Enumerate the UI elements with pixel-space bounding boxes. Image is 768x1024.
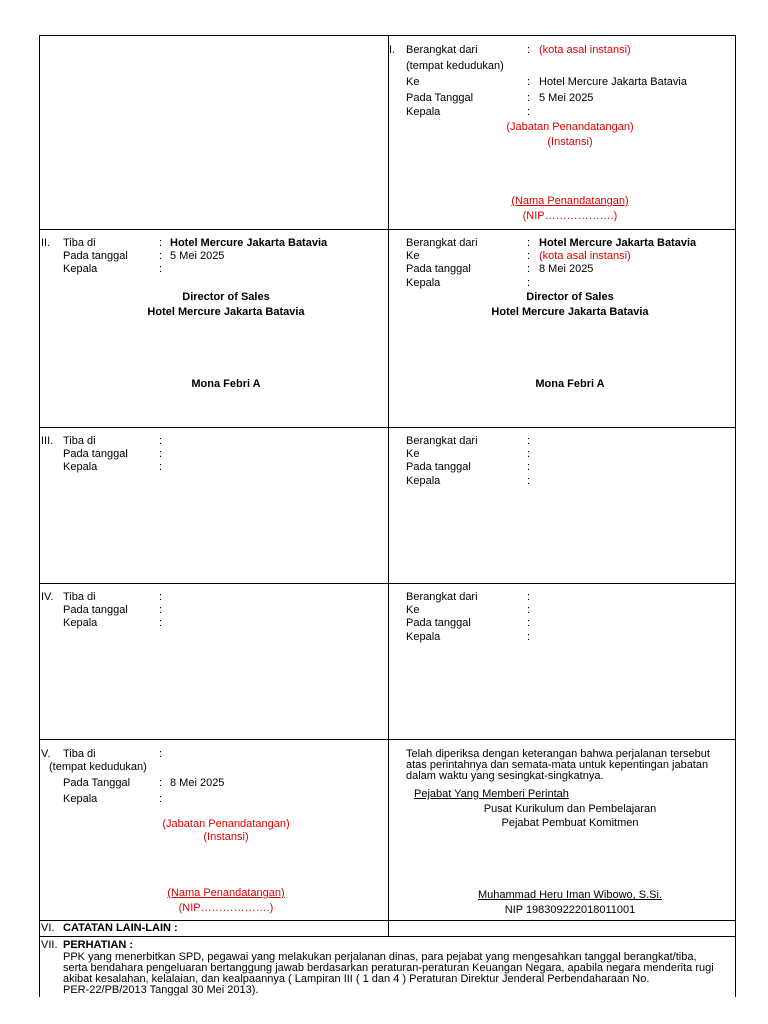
signer-name: Mona Febri A: [535, 378, 605, 390]
section-I-row: [40, 36, 735, 230]
tanggal-label: Pada Tanggal: [406, 92, 474, 104]
tiba-label: Tiba di: [63, 237, 96, 249]
section-I-left-cell: [40, 36, 389, 229]
berangkat-label: Berangkat dari: [406, 44, 478, 56]
spd-table: [39, 35, 736, 997]
colon: :: [159, 777, 163, 789]
tiba-label: Tiba di: [63, 435, 96, 447]
tempat-kedudukan-label: (tempat kedudukan): [49, 761, 147, 773]
colon: :: [159, 237, 163, 249]
spd-back-page: [39, 35, 736, 996]
section-I-number: I.: [389, 44, 396, 56]
pejabat-title: Pejabat Yang Memberi Perintah: [414, 788, 569, 800]
berangkat-value: (kota asal instansi): [539, 44, 631, 56]
jabatan-placeholder: (Jabatan Penandatangan): [506, 121, 634, 133]
perhatian-line-4: PER-22/PB/2013 Tanggal 30 Mei 2013).: [63, 984, 259, 996]
tanggal-value: 8 Mei 2025: [539, 263, 594, 275]
colon: :: [527, 106, 531, 118]
tanggal-value: 8 Mei 2025: [170, 777, 225, 789]
instansi-placeholder: (Instansi): [547, 136, 593, 148]
section-VII-row: [40, 937, 735, 997]
signer-name: Mona Febri A: [191, 378, 261, 390]
tanggal-label: Pada Tanggal: [63, 777, 131, 789]
colon: :: [159, 435, 163, 447]
nip-placeholder: (NIP……………….): [522, 210, 618, 222]
instansi-text: Hotel Mercure Jakarta Batavia: [147, 306, 305, 318]
tanggal-label: Pada tanggal: [63, 250, 128, 262]
berangkat-label: Berangkat dari: [406, 591, 478, 603]
ke-value: (kota asal instansi): [539, 250, 631, 262]
section-II-right-cell: [389, 230, 735, 427]
tanggal-label: Pada tanggal: [406, 617, 471, 629]
kepala-label: Kepala: [406, 475, 441, 487]
colon: :: [159, 793, 163, 805]
colon: :: [527, 631, 531, 643]
kepala-label: Kepala: [406, 631, 441, 643]
colon: :: [527, 475, 531, 487]
section-IV-number: IV.: [41, 591, 54, 603]
section-II-left-cell: [40, 230, 389, 427]
colon: :: [527, 92, 531, 104]
verification-text-line-1: Telah diperiksa dengan keterangan bahwa perjalanan tersebut: [406, 748, 710, 760]
kepala-label: Kepala: [63, 461, 98, 473]
colon: :: [527, 591, 531, 603]
section-V-left-cell: [40, 740, 389, 920]
verification-text-line-3: dalam waktu yang sesingkat-singkatnya.: [406, 770, 604, 782]
section-III-row: [40, 428, 735, 584]
colon: :: [159, 604, 163, 616]
colon: :: [527, 44, 531, 56]
verification-text-line-2: atas perintahnya dan semata-mata untuk kepentingan jabatan: [406, 759, 709, 771]
section-VI-number: VI.: [41, 922, 55, 934]
section-IV-row: [40, 584, 735, 740]
colon: :: [159, 617, 163, 629]
section-III-right-cell: [389, 428, 735, 583]
section-III-number: III.: [41, 435, 54, 447]
ke-label: Ke: [406, 604, 420, 616]
nip-placeholder: (NIP……………….): [178, 902, 274, 914]
tanggal-value: 5 Mei 2025: [539, 92, 594, 104]
colon: :: [527, 237, 531, 249]
perhatian-line-1: PPK yang menerbitkan SPD, pegawai yang melakukan perjalanan dinas, para pejabat yang mengesahkan tanggal berangkat/tiba,: [63, 951, 697, 963]
ke-value: Hotel Mercure Jakarta Batavia: [539, 76, 687, 88]
tiba-value: Hotel Mercure Jakarta Batavia: [170, 237, 328, 249]
ke-label: Ke: [406, 448, 420, 460]
colon: :: [159, 263, 163, 275]
perhatian-line-3: akibat kesalahan, kelalaian, dan kealpaannya ( Lampiran III ( 1 dan 4 ) Peraturan Direktur Jenderal Perbendaharaan No.: [63, 973, 650, 985]
colon: :: [527, 617, 531, 629]
berangkat-label: Berangkat dari: [406, 237, 478, 249]
section-V-right-cell: [389, 740, 735, 920]
colon: :: [159, 448, 163, 460]
kepala-label: Kepala: [63, 617, 98, 629]
berangkat-label: Berangkat dari: [406, 435, 478, 447]
colon: :: [527, 604, 531, 616]
ke-label: Ke: [406, 76, 420, 88]
ke-label: Ke: [406, 250, 420, 262]
tiba-label: Tiba di: [63, 591, 96, 603]
section-I-right-cell: [389, 36, 735, 229]
nama-placeholder: (Nama Penandatangan): [511, 195, 629, 207]
perhatian-title: PERHATIAN :: [63, 939, 134, 951]
tanggal-label: Pada tanggal: [63, 604, 128, 616]
signer-name: Muhammad Heru Iman Wibowo, S.Si.: [477, 889, 662, 901]
jabatan-text: Director of Sales: [182, 291, 270, 303]
section-VI-right-cell: [389, 921, 735, 936]
signer-nip: NIP 198309222018011001: [504, 904, 636, 916]
tanggal-value: 5 Mei 2025: [170, 250, 225, 262]
section-II-number: II.: [41, 237, 51, 249]
tanggal-label: Pada tanggal: [406, 461, 471, 473]
catatan-title: CATATAN LAIN-LAIN :: [63, 922, 178, 934]
colon: :: [527, 250, 531, 262]
kepala-label: Kepala: [406, 277, 441, 289]
colon: :: [159, 250, 163, 262]
colon: :: [527, 277, 531, 289]
colon: :: [159, 748, 163, 760]
section-II-row: [40, 230, 735, 428]
colon: :: [527, 461, 531, 473]
kepala-label: Kepala: [63, 263, 98, 275]
colon: :: [159, 461, 163, 473]
section-VII-cell: [40, 937, 735, 997]
section-IV-left-cell: [40, 584, 389, 739]
section-VII-number: VII.: [41, 939, 58, 951]
instansi-placeholder: (Instansi): [203, 831, 249, 843]
section-VI-row: [40, 921, 735, 937]
section-V-number: V.: [41, 748, 51, 760]
role-name: Pejabat Pembuat Komitmen: [501, 817, 639, 829]
tanggal-label: Pada tanggal: [406, 263, 471, 275]
section-III-left-cell: [40, 428, 389, 583]
jabatan-placeholder: (Jabatan Penandatangan): [162, 818, 290, 830]
tempat-kedudukan-label: (tempat kedudukan): [406, 60, 504, 72]
colon: :: [527, 263, 531, 275]
section-IV-right-cell: [389, 584, 735, 739]
colon: :: [159, 591, 163, 603]
kepala-label: Kepala: [63, 793, 98, 805]
unit-name: Pusat Kurikulum dan Pembelajaran: [483, 803, 657, 815]
section-VI-left-cell: [40, 921, 389, 936]
nama-placeholder: (Nama Penandatangan): [167, 887, 285, 899]
berangkat-value: Hotel Mercure Jakarta Batavia: [539, 237, 697, 249]
colon: :: [527, 435, 531, 447]
colon: :: [527, 448, 531, 460]
perhatian-line-2: serta bendahara pengeluaran bertanggung jawab berdasarkan peraturan-peraturan Keuangan Negara, apabila negara menderita rugi: [63, 962, 714, 974]
jabatan-text: Director of Sales: [526, 291, 614, 303]
section-V-row: [40, 740, 735, 921]
tanggal-label: Pada tanggal: [63, 448, 128, 460]
colon: :: [527, 76, 531, 88]
kepala-label: Kepala: [406, 106, 441, 118]
instansi-text: Hotel Mercure Jakarta Batavia: [491, 306, 649, 318]
tiba-label: Tiba di: [63, 748, 96, 760]
